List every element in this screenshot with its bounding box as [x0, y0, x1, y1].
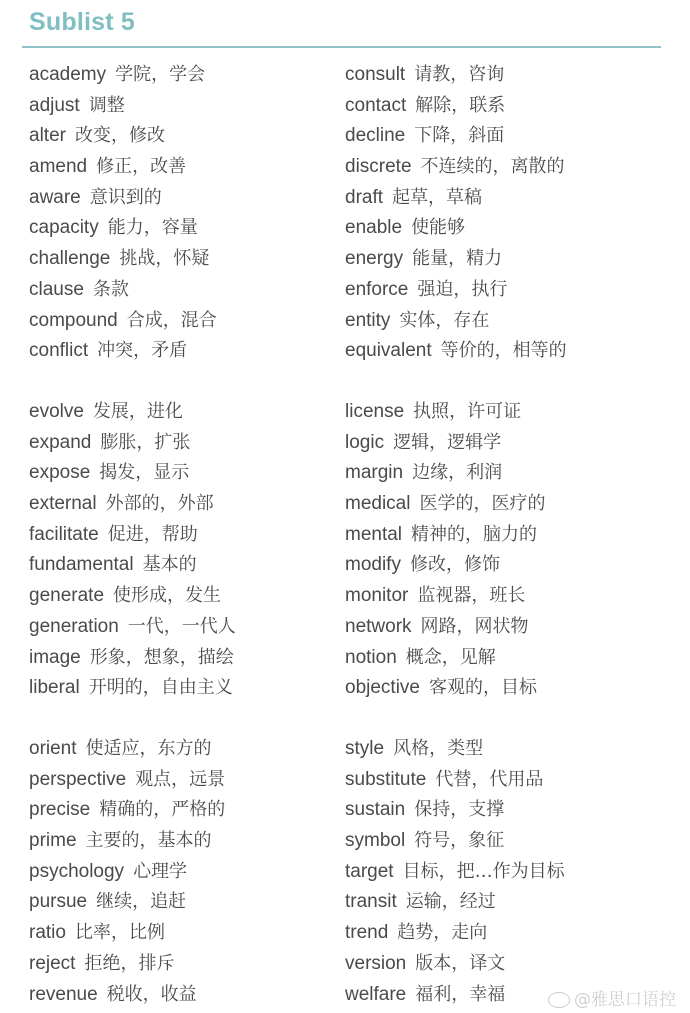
vocab-word: draft — [345, 186, 384, 208]
word-row — [0, 309, 690, 340]
vocab-entry — [345, 278, 507, 302]
vocab-meaning: 主要的，基本的 — [85, 830, 212, 852]
vocab-entry — [29, 952, 174, 976]
vocab-meaning: 请教，咨询 — [414, 64, 505, 85]
vocab-entry — [345, 63, 504, 87]
vocab-word: expose — [29, 462, 91, 484]
vocab-word: entity — [345, 309, 391, 331]
word-row — [0, 523, 690, 554]
vocab-entry — [29, 615, 236, 639]
vocab-word: liberal — [29, 677, 80, 699]
vocab-entry — [345, 983, 505, 1007]
word-row — [0, 186, 690, 217]
vocab-meaning: 改变，修改 — [74, 125, 165, 147]
word-row — [0, 737, 690, 768]
word-row — [0, 63, 690, 94]
vocab-word: expand — [29, 431, 92, 453]
vocab-word: logic — [345, 431, 385, 453]
word-row — [0, 461, 690, 492]
vocab-word: enable — [345, 217, 403, 239]
vocab-entry — [345, 400, 521, 424]
word-row — [0, 155, 690, 186]
vocab-word: version — [345, 952, 407, 974]
vocab-meaning: 外部的，外部 — [105, 493, 214, 515]
vocab-meaning: 税收，收益 — [106, 983, 197, 1005]
vocab-entry — [29, 768, 225, 792]
vocab-meaning: 调整 — [88, 94, 125, 116]
vocab-meaning: 使能够 — [411, 217, 466, 239]
vocab-word: prime — [29, 830, 77, 852]
vocab-meaning: 使形成，发生 — [113, 585, 222, 607]
vocab-entry — [345, 860, 565, 884]
vocab-word: margin — [345, 462, 404, 484]
vocab-word: license — [345, 401, 405, 422]
vocab-meaning: 执照，许可证 — [413, 401, 522, 422]
vocab-word: reject — [29, 952, 76, 974]
vocab-entry — [345, 124, 504, 148]
vocab-entry — [29, 737, 212, 761]
vocab-word: psychology — [29, 860, 125, 882]
vocab-word: target — [345, 860, 394, 882]
vocab-meaning: 观点，远景 — [135, 768, 226, 790]
vocab-word: academy — [29, 64, 107, 85]
word-row — [0, 247, 690, 278]
vocab-entry — [345, 247, 502, 271]
vocab-meaning: 客观的，目标 — [429, 677, 537, 699]
word-row — [0, 798, 690, 829]
vocab-meaning: 促进，帮助 — [107, 523, 198, 545]
vocab-entry — [29, 309, 217, 333]
vocab-meaning: 等价的，相等的 — [440, 340, 567, 362]
vocab-entry — [29, 461, 189, 485]
vocab-meaning: 条款 — [92, 278, 129, 300]
vocab-entry — [345, 492, 545, 516]
vocab-entry — [345, 921, 487, 945]
vocab-meaning: 运输，经过 — [405, 891, 496, 913]
word-row — [0, 431, 690, 462]
word-group — [0, 737, 690, 1013]
vocab-meaning: 挑战，怀疑 — [119, 248, 210, 270]
vocab-meaning: 目标，把…作为目标 — [402, 860, 565, 882]
vocab-entry — [29, 553, 197, 577]
word-row — [0, 339, 690, 370]
vocab-entry — [29, 124, 165, 148]
vocab-word: medical — [345, 493, 411, 515]
vocab-meaning: 一代，一代人 — [127, 615, 236, 637]
vocab-entry — [345, 615, 529, 639]
vocab-entry — [345, 829, 504, 853]
word-row — [0, 216, 690, 247]
vocab-word: facilitate — [29, 523, 99, 545]
vocab-entry — [345, 216, 465, 240]
vocab-meaning: 心理学 — [133, 860, 188, 882]
vocab-entry — [345, 798, 504, 822]
vocab-meaning: 医学的，医疗的 — [419, 493, 546, 515]
vocab-meaning: 代替，代用品 — [435, 768, 544, 790]
vocab-meaning: 意识到的 — [89, 186, 162, 208]
word-row — [0, 615, 690, 646]
word-row — [0, 584, 690, 615]
vocab-word: external — [29, 493, 97, 515]
vocab-word: amend — [29, 156, 88, 178]
vocab-meaning: 发展，进化 — [92, 401, 183, 422]
vocab-meaning: 不连续的，离散的 — [420, 156, 565, 178]
vocab-word: mental — [345, 523, 403, 545]
word-row — [0, 952, 690, 983]
vocab-word: sustain — [345, 799, 406, 821]
vocab-word: alter — [29, 125, 66, 147]
vocab-word: pursue — [29, 891, 88, 913]
vocab-word: contact — [345, 94, 407, 116]
vocab-word: consult — [345, 64, 406, 85]
vocab-entry — [29, 155, 186, 179]
vocab-entry — [29, 983, 197, 1007]
vocab-word: style — [345, 738, 385, 759]
vocab-meaning: 起草，草稿 — [392, 186, 483, 208]
vocab-word: welfare — [345, 983, 407, 1005]
vocab-meaning: 膨胀，扩张 — [100, 431, 191, 453]
vocab-word: energy — [345, 248, 404, 270]
vocab-meaning: 符号，象征 — [414, 830, 505, 852]
vocab-word: fundamental — [29, 554, 134, 576]
vocab-entry — [345, 768, 543, 792]
vocab-word: ratio — [29, 922, 66, 944]
vocab-meaning: 使适应，东方的 — [85, 738, 212, 759]
vocab-word: precise — [29, 799, 91, 821]
vocab-word: revenue — [29, 983, 98, 1005]
vocab-entry — [345, 890, 496, 914]
vocab-word: modify — [345, 554, 401, 576]
vocab-meaning: 开明的，自由主义 — [88, 677, 233, 699]
vocab-word: trend — [345, 922, 389, 944]
word-row — [0, 646, 690, 677]
vocab-meaning: 保持，支撑 — [414, 799, 505, 821]
vocab-entry — [29, 339, 187, 363]
vocab-entry — [345, 155, 565, 179]
vocab-meaning: 继续，追赶 — [96, 891, 187, 913]
vocab-entry — [345, 952, 505, 976]
word-row — [0, 890, 690, 921]
vocab-meaning: 基本的 — [142, 554, 197, 576]
word-row — [0, 676, 690, 707]
vocab-meaning: 修改，修饰 — [409, 554, 500, 576]
vocab-word: generation — [29, 615, 119, 637]
vocab-meaning: 逻辑，逻辑学 — [393, 431, 502, 453]
vocab-word: symbol — [345, 830, 406, 852]
vocab-word: conflict — [29, 340, 89, 362]
vocab-entry — [29, 829, 212, 853]
word-row — [0, 492, 690, 523]
word-row — [0, 860, 690, 891]
vocab-meaning: 概念，见解 — [405, 646, 496, 668]
vocab-entry — [345, 523, 537, 547]
word-row — [0, 94, 690, 125]
vocab-meaning: 监视器，班长 — [417, 585, 526, 607]
vocab-entry — [345, 339, 567, 363]
vocab-entry — [29, 247, 209, 271]
vocab-word: transit — [345, 891, 397, 913]
vocab-entry — [29, 431, 190, 455]
vocab-word: image — [29, 646, 81, 668]
vocab-meaning: 解除，联系 — [415, 94, 506, 116]
vocab-entry — [345, 94, 505, 118]
vocab-word: substitute — [345, 768, 427, 790]
vocab-word: adjust — [29, 94, 80, 116]
vocab-word: objective — [345, 677, 420, 699]
vocab-entry — [345, 646, 496, 670]
vocab-word: orient — [29, 738, 77, 759]
vocab-meaning: 边缘，利润 — [412, 462, 503, 484]
vocab-entry — [29, 890, 186, 914]
vocab-meaning: 版本，译文 — [415, 952, 506, 974]
word-row — [0, 278, 690, 309]
vocab-word: generate — [29, 585, 105, 607]
vocab-entry — [29, 921, 165, 945]
vocab-entry — [29, 676, 233, 700]
vocab-meaning: 趋势，走向 — [397, 922, 488, 944]
vocab-word: perspective — [29, 768, 127, 790]
vocab-word: challenge — [29, 248, 111, 270]
vocab-meaning: 合成，混合 — [126, 309, 217, 331]
vocab-word: enforce — [345, 278, 409, 300]
vocab-meaning: 精确的，严格的 — [99, 799, 226, 821]
vocab-word: aware — [29, 186, 81, 208]
vocab-meaning: 强迫，执行 — [417, 278, 508, 300]
vocab-entry — [345, 461, 502, 485]
vocab-entry — [29, 523, 198, 547]
vocab-word: evolve — [29, 401, 84, 422]
word-row — [0, 553, 690, 584]
vocab-meaning: 实体，存在 — [399, 309, 490, 331]
vocab-entry — [345, 676, 537, 700]
watermark — [548, 985, 676, 1010]
vocab-entry — [29, 63, 205, 87]
vocab-meaning: 下降，斜面 — [414, 125, 505, 147]
vocab-meaning: 冲突，矛盾 — [97, 340, 188, 362]
word-row — [0, 768, 690, 799]
word-group — [0, 400, 690, 707]
vocab-entry — [29, 646, 234, 670]
vocab-word: monitor — [345, 585, 409, 607]
word-row — [0, 829, 690, 860]
vocab-meaning: 修正，改善 — [96, 156, 187, 178]
vocab-meaning: 比率，比例 — [74, 922, 165, 944]
vocab-entry — [29, 278, 129, 302]
vocab-word: network — [345, 615, 412, 637]
vocab-entry — [345, 431, 501, 455]
word-row — [0, 400, 690, 431]
watermark-text: @雅思口语控 — [574, 990, 676, 1010]
vocab-meaning: 能力，容量 — [107, 217, 198, 239]
vocab-entry — [29, 492, 214, 516]
vocab-entry — [29, 216, 198, 240]
word-row — [0, 124, 690, 155]
vocab-entry — [345, 737, 483, 761]
vocab-entry — [29, 584, 221, 608]
vocab-entry — [29, 400, 183, 424]
vocab-meaning: 拒绝，排斥 — [84, 952, 175, 974]
vocab-entry — [345, 553, 500, 577]
word-group — [0, 63, 690, 370]
vocab-word: capacity — [29, 217, 99, 239]
vocab-entry — [345, 309, 489, 333]
title-divider — [22, 46, 661, 48]
vocab-entry — [29, 186, 162, 210]
vocab-entry — [345, 584, 525, 608]
vocab-meaning: 能量，精力 — [412, 248, 503, 270]
vocab-word: clause — [29, 278, 84, 300]
weibo-icon — [548, 992, 570, 1008]
vocab-meaning: 风格，类型 — [393, 738, 484, 759]
vocab-word: notion — [345, 646, 397, 668]
vocab-word: compound — [29, 309, 118, 331]
vocab-entry — [29, 798, 225, 822]
vocab-meaning: 形象，想象，描绘 — [89, 646, 234, 668]
vocab-meaning: 精神的，脑力的 — [411, 523, 538, 545]
vocab-entry — [29, 94, 125, 118]
vocab-meaning: 揭发，显示 — [99, 462, 190, 484]
vocab-word: discrete — [345, 156, 412, 178]
word-row — [0, 921, 690, 952]
vocab-entry — [29, 860, 187, 884]
vocab-meaning: 福利，幸福 — [415, 983, 506, 1005]
vocab-word: equivalent — [345, 340, 432, 362]
vocab-entry — [345, 186, 482, 210]
vocab-word: decline — [345, 125, 406, 147]
page-title: Sublist 5 — [29, 8, 135, 36]
vocab-meaning: 网路，网状物 — [420, 615, 529, 637]
vocab-meaning: 学院，学会 — [115, 64, 206, 85]
